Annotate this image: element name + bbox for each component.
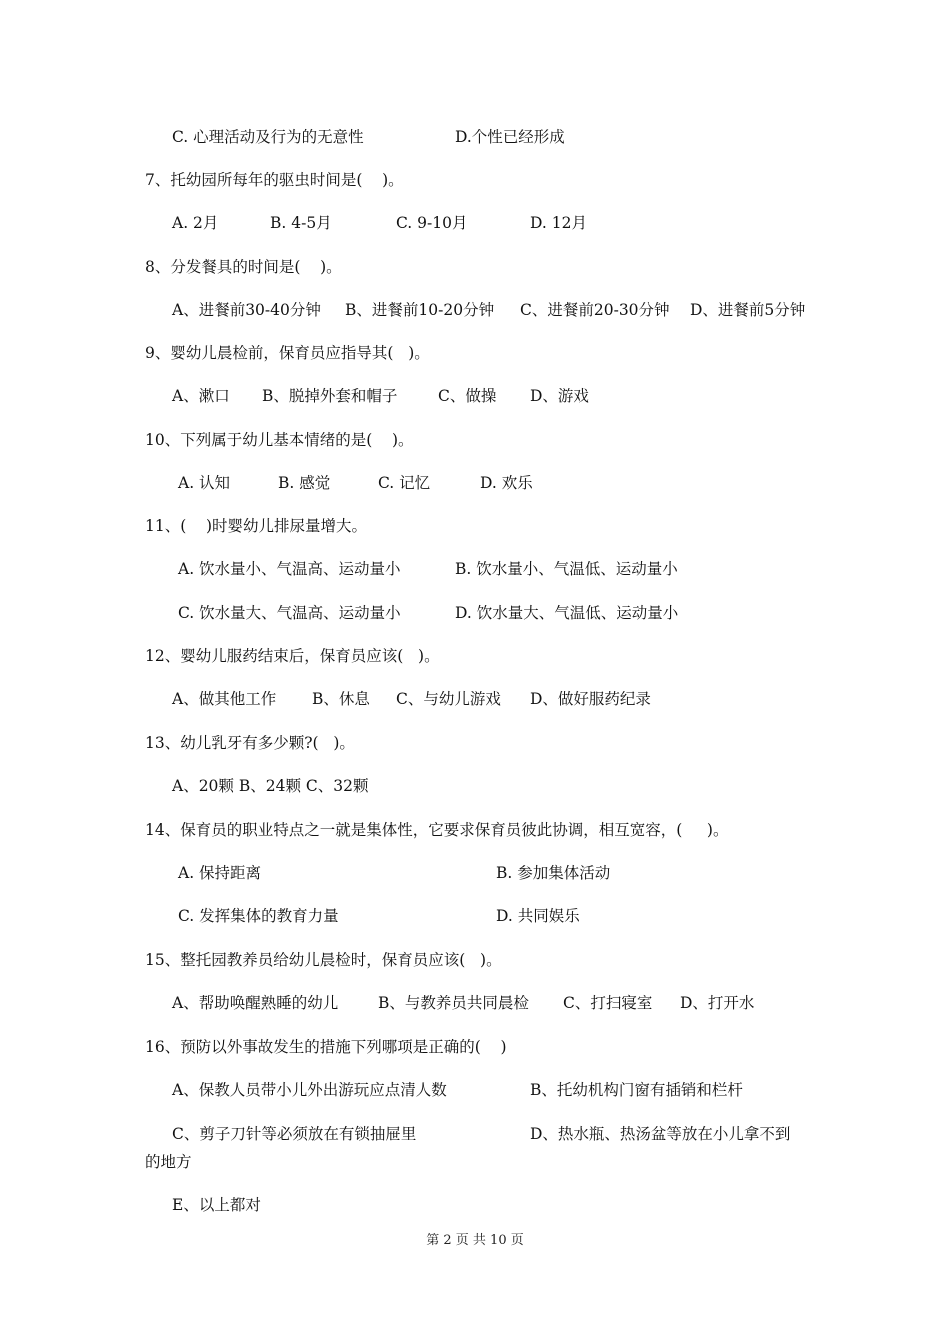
option-c: C. 心理活动及行为的无意性 bbox=[172, 128, 364, 146]
option-c: C、做操 bbox=[438, 387, 497, 405]
option-d: D、打开水 bbox=[680, 994, 755, 1012]
option-d: D. 12月 bbox=[530, 214, 587, 232]
option-c: C、与幼儿游戏 bbox=[396, 690, 501, 708]
option-c: C、打扫寝室 bbox=[563, 994, 653, 1012]
question-12: 12、婴幼儿服药结束后，保育员应该( )。 bbox=[145, 647, 440, 665]
option-d: D. 共同娱乐 bbox=[496, 907, 580, 925]
option-a: A. 认知 bbox=[178, 474, 231, 492]
option-c: C. 9-10月 bbox=[396, 214, 468, 232]
option-d: D.个性已经形成 bbox=[455, 128, 565, 146]
question-11: 11、( )时婴幼儿排尿量增大。 bbox=[145, 517, 368, 535]
question-14: 14、保育员的职业特点之一就是集体性，它要求保育员彼此协调，相互宽容，( )。 bbox=[145, 821, 729, 839]
option-a: A. 饮水量小、气温高、运动量小 bbox=[178, 560, 401, 578]
option-b: B. 感觉 bbox=[278, 474, 331, 492]
option-a: A、漱口 bbox=[172, 387, 230, 405]
option-d-continuation: 的地方 bbox=[145, 1153, 192, 1171]
page-number: 第 2 页 共 10 页 bbox=[426, 1233, 524, 1248]
option-d: D、做好服药纪录 bbox=[530, 690, 651, 708]
option-d: D、进餐前5分钟 bbox=[690, 301, 806, 319]
options: A、20颗 B、24颗 C、32颗 bbox=[172, 777, 369, 795]
option-b: B、与教养员共同晨检 bbox=[378, 994, 529, 1012]
option-a: A、做其他工作 bbox=[172, 690, 277, 708]
option-a: A、帮助唤醒熟睡的幼儿 bbox=[172, 994, 339, 1012]
option-c: C. 发挥集体的教育力量 bbox=[178, 907, 339, 925]
question-13: 13、幼儿乳牙有多少颗?( )。 bbox=[145, 734, 355, 752]
option-c: C、剪子刀针等必须放在有锁抽屉里 bbox=[172, 1125, 417, 1143]
option-b: B. 4-5月 bbox=[270, 214, 332, 232]
option-d: D、热水瓶、热汤盆等放在小儿拿不到 bbox=[530, 1125, 791, 1143]
question-8: 8、分发餐具的时间是( )。 bbox=[145, 258, 342, 276]
option-b: B、休息 bbox=[312, 690, 370, 708]
option-d: D. 饮水量大、气温低、运动量小 bbox=[455, 604, 679, 622]
option-d: D、游戏 bbox=[530, 387, 589, 405]
question-9: 9、婴幼儿晨检前，保育员应指导其( )。 bbox=[145, 344, 430, 362]
option-b: B、进餐前10-20分钟 bbox=[345, 301, 495, 319]
option-a: A. 2月 bbox=[172, 214, 219, 232]
option-c: C、进餐前20-30分钟 bbox=[520, 301, 670, 319]
question-16: 16、预防以外事故发生的措施下列哪项是正确的( ) bbox=[145, 1038, 507, 1056]
option-b: B、托幼机构门窗有插销和栏杆 bbox=[530, 1081, 743, 1099]
option-a: A、保教人员带小儿外出游玩应点清人数 bbox=[172, 1081, 447, 1099]
question-15: 15、整托园教养员给幼儿晨检时，保育员应该( )。 bbox=[145, 951, 502, 969]
option-b: B、脱掉外套和帽子 bbox=[262, 387, 398, 405]
question-10: 10、下列属于幼儿基本情绪的是( )。 bbox=[145, 431, 414, 449]
option-a: A、进餐前30-40分钟 bbox=[172, 301, 321, 319]
option-c: C. 记忆 bbox=[378, 474, 431, 492]
option-b: B. 饮水量小、气温低、运动量小 bbox=[455, 560, 678, 578]
question-7: 7、托幼园所每年的驱虫时间是( )。 bbox=[145, 171, 404, 189]
option-d: D. 欢乐 bbox=[480, 474, 533, 492]
option-c: C. 饮水量大、气温高、运动量小 bbox=[178, 604, 401, 622]
option-e: E、以上都对 bbox=[172, 1196, 261, 1214]
option-b: B. 参加集体活动 bbox=[496, 864, 611, 882]
option-a: A. 保持距离 bbox=[178, 864, 262, 882]
